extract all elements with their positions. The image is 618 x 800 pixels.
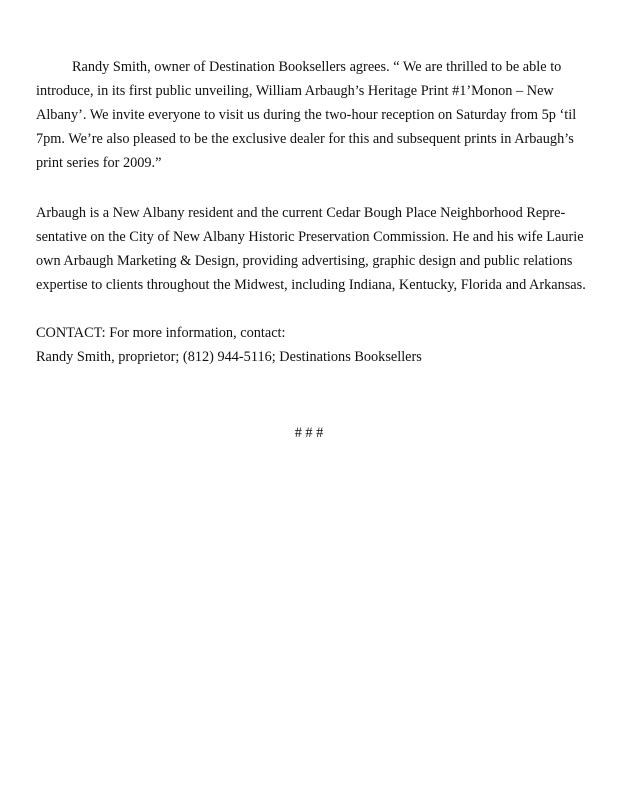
paragraph-line: expertise to clients throughout the Midwest, including Indiana, Kentucky, Florida and Arkansas. (36, 277, 586, 293)
paragraph-line: Randy Smith, owner of Destination Booksellers agrees. “ We are thrilled to be able to (72, 59, 562, 75)
paragraph-quote (36, 55, 576, 175)
paragraph-line: Albany’. We invite everyone to visit us during the two-hour reception on Saturday from 5p ‘til (36, 107, 577, 123)
paragraph-line: print series for 2009.” (36, 155, 162, 171)
end-mark: # # # (294, 425, 324, 441)
contact-details: Randy Smith, proprietor; (812) 944-5116; Destinations Booksellers (36, 349, 422, 365)
paragraph-line: sentative on the City of New Albany Historic Preservation Commission. He and his wife Laurie (36, 229, 584, 245)
contact-heading: CONTACT: For more information, contact: (36, 325, 286, 341)
contact-block (36, 321, 576, 369)
paragraph-line: 7pm. We’re also pleased to be the exclusive dealer for this and subsequent prints in Arbaugh’s (36, 131, 574, 147)
paragraph-bio (36, 201, 586, 297)
paragraph-line: Arbaugh is a New Albany resident and the current Cedar Bough Place Neighborhood Repre- (36, 205, 566, 221)
paragraph-line: own Arbaugh Marketing & Design, providing advertising, graphic design and public relations (36, 253, 573, 269)
paragraph-line: introduce, in its first public unveiling, William Arbaugh’s Heritage Print #1’Monon – New (36, 83, 554, 99)
